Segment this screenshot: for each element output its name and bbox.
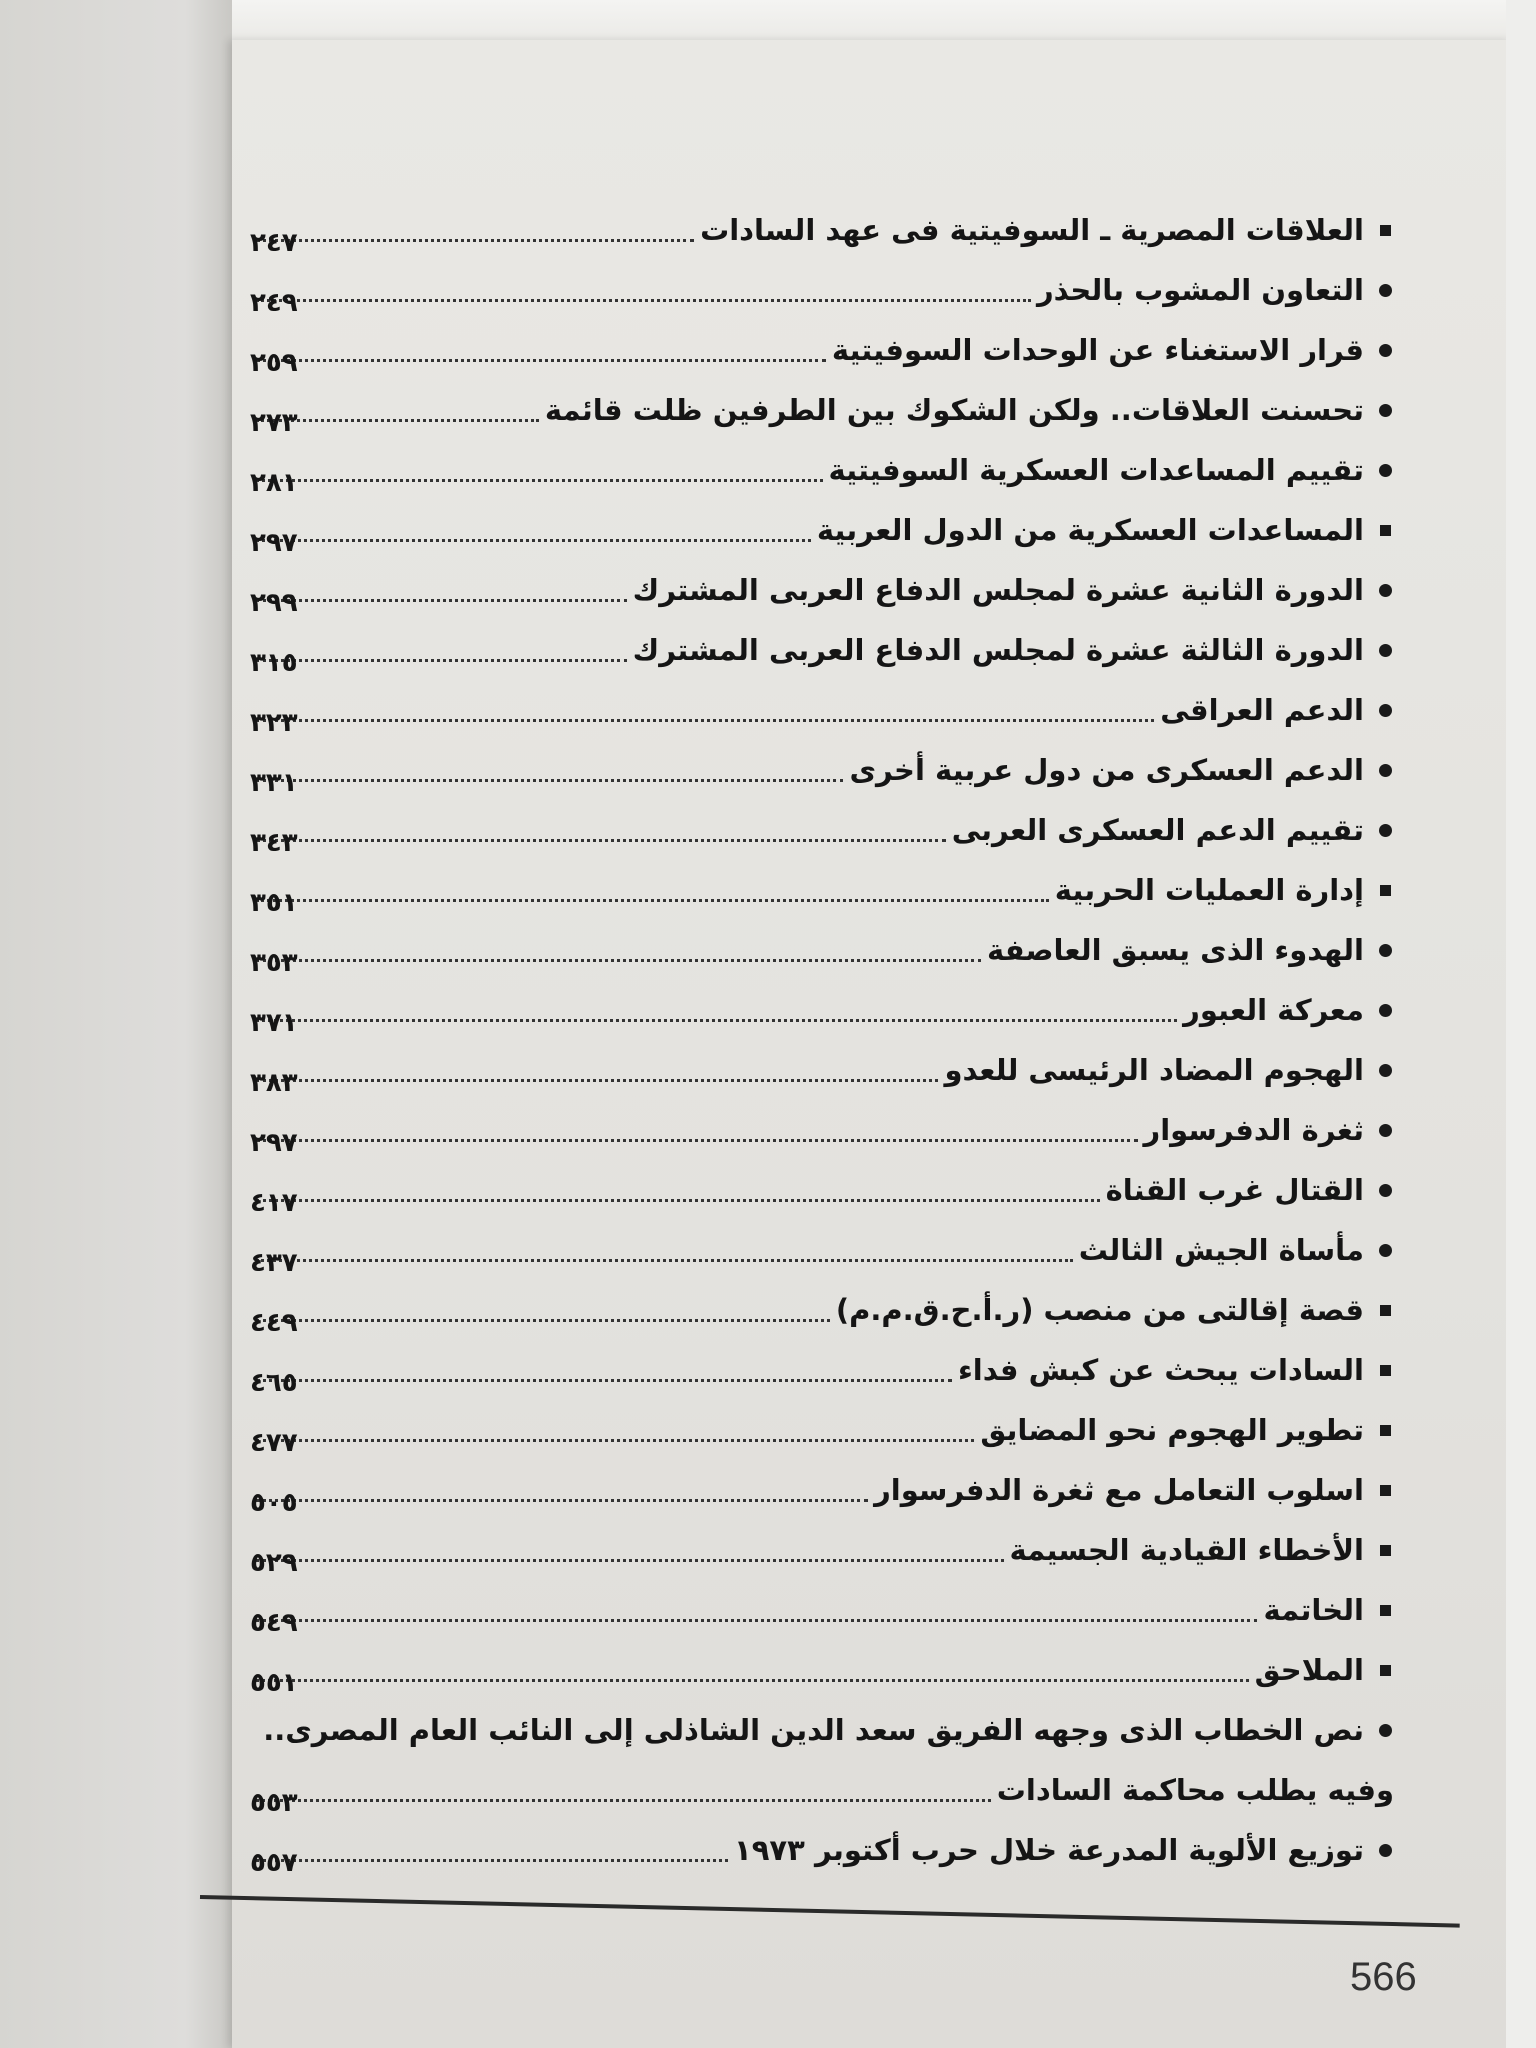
toc-entry-title: وفيه يطلب محاكمة السادات (996, 1773, 1394, 1807)
dot-leader (256, 1079, 938, 1082)
square-bullet-icon (1370, 1485, 1400, 1496)
toc-entry (250, 980, 1400, 1040)
toc-entry (250, 920, 1400, 980)
toc-entry-page: ٤٤٩ (250, 1308, 298, 1338)
toc-entry-page: ٥٢٩ (250, 1548, 298, 1578)
dot-leader (256, 839, 946, 842)
toc-entry-page: ٥٥١ (250, 1668, 298, 1698)
toc-section (250, 500, 1400, 560)
dot-leader (256, 1859, 728, 1862)
dot-leader (256, 1019, 1177, 1022)
toc-entry (250, 440, 1400, 500)
toc-entry-title: قرار الاستغناء عن الوحدات السوفيتية (831, 333, 1364, 367)
toc-entry-title: تحسنت العلاقات.. ولكن الشكوك بين الطرفين ظلت قائمة (544, 393, 1364, 427)
square-bullet-icon (1370, 1545, 1400, 1556)
square-bullet-icon (1370, 885, 1400, 896)
dot-leader (256, 1799, 991, 1802)
square-bullet-icon (1370, 1605, 1400, 1616)
toc-entry-title: تطوير الهجوم نحو المضايق (980, 1413, 1364, 1447)
toc-entry-title: معركة العبور (1183, 993, 1364, 1027)
toc-entry-page: ٤٦٥ (250, 1368, 298, 1398)
square-bullet-icon (1370, 225, 1400, 236)
toc-entry-page: ٢٤٩ (250, 288, 298, 318)
toc-section (250, 860, 1400, 920)
dot-leader (256, 599, 627, 602)
toc-entry-page: ٣٨٣ (250, 1068, 298, 1098)
toc-section (250, 1640, 1400, 1700)
toc-entry-page: ٣٥١ (250, 888, 298, 918)
toc-entry-title: العلاقات المصرية ـ السوفيتية فى عهد السادات (700, 213, 1364, 247)
table-of-contents (250, 200, 1400, 1880)
toc-entry-page: ٤٧٧ (250, 1428, 298, 1458)
facing-page-edge (0, 0, 232, 2048)
toc-entry-title: القتال غرب القناة (1105, 1173, 1364, 1207)
dot-leader (256, 1259, 1073, 1262)
toc-entry (250, 1100, 1400, 1160)
toc-entry-title: الهدوء الذى يسبق العاصفة (987, 933, 1364, 967)
toc-entry (250, 1820, 1400, 1880)
toc-entry-title: الدعم العسكرى من دول عربية أخرى (849, 753, 1364, 787)
page-number: 566 (1350, 1955, 1417, 1999)
toc-entry-page: ٢٩٧ (250, 1128, 298, 1158)
toc-entry-title: الهجوم المضاد الرئيسى للعدو (944, 1053, 1364, 1087)
toc-section (250, 1340, 1400, 1400)
toc-entry-title: الدورة الثالثة عشرة لمجلس الدفاع العربى المشترك (632, 633, 1364, 667)
round-bullet-icon (1370, 284, 1400, 297)
toc-entry (250, 740, 1400, 800)
dot-leader (256, 299, 1031, 302)
toc-entry-page: ٣٥٣ (250, 948, 298, 978)
toc-entry-page: ٥٠٥ (250, 1488, 298, 1518)
toc-entry (250, 680, 1400, 740)
round-bullet-icon (1370, 1724, 1400, 1737)
toc-entry-page: ٥٤٩ (250, 1608, 298, 1638)
round-bullet-icon (1370, 1184, 1400, 1197)
toc-section (250, 1520, 1400, 1580)
round-bullet-icon (1370, 584, 1400, 597)
round-bullet-icon (1370, 464, 1400, 477)
square-bullet-icon (1370, 1425, 1400, 1436)
toc-entry-page: ٢٩٧ (250, 528, 298, 558)
toc-entry (250, 1160, 1400, 1220)
toc-section (250, 200, 1400, 260)
toc-entry-page: ٣٤٣ (250, 828, 298, 858)
toc-entry-page: ٤٣٧ (250, 1248, 298, 1278)
toc-entry-title: تقييم المساعدات العسكرية السوفيتية (828, 453, 1364, 487)
dot-leader (256, 1139, 1138, 1142)
toc-entry (250, 320, 1400, 380)
dot-leader (256, 779, 843, 782)
toc-entry (250, 1040, 1400, 1100)
dot-leader (256, 539, 811, 542)
toc-entry-page: ٢٥٩ (250, 348, 298, 378)
square-bullet-icon (1370, 1365, 1400, 1376)
toc-entry-title: التعاون المشوب بالحذر (1036, 273, 1364, 307)
toc-entry-title: اسلوب التعامل مع ثغرة الدفرسوار (874, 1473, 1364, 1507)
dot-leader (256, 1379, 952, 1382)
toc-entry-page: ٣٢٣ (250, 708, 298, 738)
toc-section (250, 1460, 1400, 1520)
dot-leader (256, 1319, 830, 1322)
toc-entry-page: ٢٨١ (250, 468, 298, 498)
toc-entry-page: ٣٣١ (250, 768, 298, 798)
toc-entry (250, 260, 1400, 320)
square-bullet-icon (1370, 525, 1400, 536)
toc-section (250, 1280, 1400, 1340)
round-bullet-icon (1370, 824, 1400, 837)
toc-entry-title: إدارة العمليات الحربية (1054, 873, 1364, 907)
toc-section (250, 1400, 1400, 1460)
toc-entry-page: ٥٥٧ (250, 1848, 298, 1878)
round-bullet-icon (1370, 344, 1400, 357)
dot-leader (256, 1679, 1249, 1682)
round-bullet-icon (1370, 1244, 1400, 1257)
toc-entry-title: الخاتمة (1263, 1593, 1364, 1627)
toc-entry (250, 620, 1400, 680)
toc-section (250, 1580, 1400, 1640)
dot-leader (256, 239, 694, 242)
round-bullet-icon (1370, 644, 1400, 657)
dot-leader (256, 1619, 1257, 1622)
toc-entry (250, 1220, 1400, 1280)
toc-entry-title: الأخطاء القيادية الجسيمة (1009, 1533, 1364, 1567)
dot-leader (256, 419, 539, 422)
round-bullet-icon (1370, 944, 1400, 957)
toc-entry-title: تقييم الدعم العسكرى العربى (951, 813, 1364, 847)
round-bullet-icon (1370, 704, 1400, 717)
toc-entry-title: ثغرة الدفرسوار (1143, 1113, 1364, 1147)
dot-leader (256, 359, 826, 362)
page-edge (1506, 0, 1536, 2048)
toc-entry-page: ٢٧٣ (250, 408, 298, 438)
round-bullet-icon (1370, 1124, 1400, 1137)
toc-entry-title: الملاحق (1254, 1653, 1364, 1687)
dot-leader (256, 1499, 868, 1502)
toc-entry-page: ٤١٧ (250, 1188, 298, 1218)
toc-entry-title: الدعم العراقى (1160, 693, 1364, 727)
round-bullet-icon (1370, 404, 1400, 417)
toc-entry (250, 380, 1400, 440)
dot-leader (256, 479, 823, 482)
toc-entry (250, 560, 1400, 620)
toc-entry-title: توزيع الألوية المدرعة خلال حرب أكتوبر ١٩٧٣ (734, 1833, 1364, 1867)
dot-leader (256, 899, 1049, 902)
toc-entry-page: ٣١٥ (250, 648, 298, 678)
dot-leader (256, 1439, 974, 1442)
square-bullet-icon (1370, 1665, 1400, 1676)
dot-leader (256, 1559, 1004, 1562)
toc-entry (250, 1760, 1400, 1820)
round-bullet-icon (1370, 1004, 1400, 1017)
toc-entry-page: ٢٤٧ (250, 228, 298, 258)
toc-entry-title: مأساة الجيش الثالث (1078, 1233, 1364, 1267)
square-bullet-icon (1370, 1305, 1400, 1316)
dot-leader (256, 659, 627, 662)
round-bullet-icon (1370, 764, 1400, 777)
toc-entry-title: نص الخطاب الذى وجهه الفريق سعد الدين الشاذلى إلى النائب العام المصرى.. (263, 1713, 1364, 1747)
toc-entry-page: ٥٥٣ (250, 1788, 298, 1818)
toc-entry-page: ٢٩٩ (250, 588, 298, 618)
round-bullet-icon (1370, 1064, 1400, 1077)
toc-entry-title: الدورة الثانية عشرة لمجلس الدفاع العربى المشترك (632, 573, 1364, 607)
dot-leader (256, 959, 981, 962)
toc-entry (250, 1700, 1400, 1760)
dot-leader (256, 719, 1154, 722)
toc-entry-title: السادات يبحث عن كبش فداء (957, 1353, 1364, 1387)
dot-leader (256, 1199, 1100, 1202)
toc-entry-title: قصة إقالتى من منصب (ر.أ.ح.ق.م.م) (835, 1293, 1364, 1327)
toc-entry-title: المساعدات العسكرية من الدول العربية (816, 513, 1364, 547)
toc-entry-page: ٣٧١ (250, 1008, 298, 1038)
round-bullet-icon (1370, 1844, 1400, 1857)
toc-entry (250, 800, 1400, 860)
